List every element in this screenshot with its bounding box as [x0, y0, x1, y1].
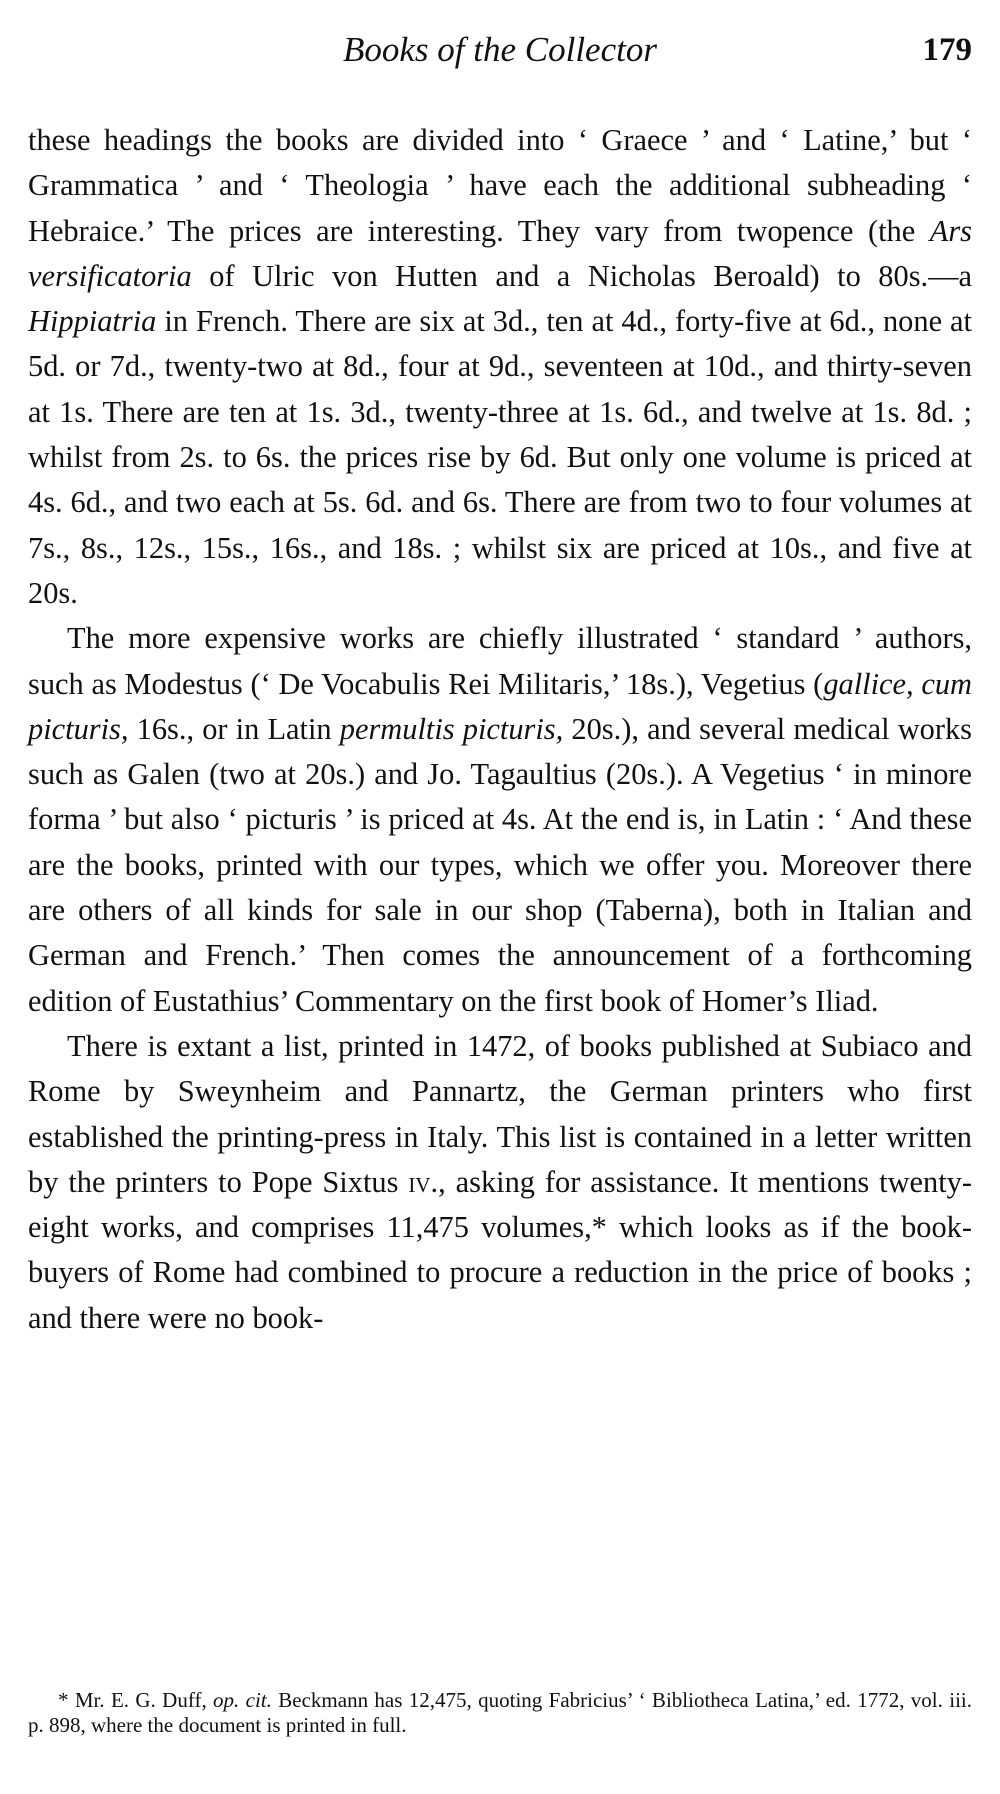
italic-phrase: permultis picturis,: [339, 711, 564, 746]
text-run: , asking for assistance. It mentions twenty-eight works, and comprises 11,475 volumes,* which looks as if the book-buyers of Rome had combined to procure a reduction in the price of books ; and there were no book-: [28, 1164, 972, 1335]
text-run: The more expensive works are chiefly illustrated ‘ standard ’ authors, such as Modestus (‘ De Vocabulis Rei Militaris,’ 18s.), Vegetius (: [28, 621, 972, 701]
small-caps-numeral: iv.: [408, 1164, 439, 1199]
page-header: [28, 28, 972, 88]
italic-citation: op. cit.: [213, 1688, 272, 1712]
footnote: [28, 1688, 972, 1738]
footnote-text: [28, 1688, 972, 1738]
italic-title: Hippiatria: [28, 304, 157, 339]
italic-title: Ars versificatoria: [28, 213, 972, 293]
text-run: in French. There are six at 3d., ten at 4d., forty-five at 6d., none at 5d. or 7d., twenty-two at 8d., four at 9d., seventeen at 10d., and thirty-seven at 1s. There are ten at 1s. 3d., twenty-three at 1s. 6d., and twelve at 1s. 8d. ; whilst from 2s. to 6s. the prices rise by 6d. But only one volume is priced at 4s. 6d., and two each at 5s. 6d. and 6s. There are from two to four volumes at 7s., 8s., 12s., 15s., 16s., and 18s. ; whilst six are priced at 10s., and five at 20s.: [28, 304, 972, 610]
text-run: 20s.), and several medical works such as Galen (two at 20s.) and Jo. Tagaultius (20s.). A Vegetius ‘ in minore forma ’ but also ‘ picturis ’ is priced at 4s. At the end is, in Latin : ‘ And these are the books, printed with our types, which we offer you. Moreover there are others of all kinds for sale in our shop (Taberna), both in Italian and German and French.’ Then comes the announcement of a forthcoming edition of Eustathius’ Commentary on the first book of Homer’s Iliad.: [28, 711, 972, 1018]
text-run: 16s., or in Latin: [128, 711, 340, 746]
running-head: Books of the Collector: [343, 30, 657, 69]
page-number: 179: [922, 32, 972, 68]
italic-phrase: gallice, cum picturis,: [28, 666, 972, 746]
text-run: * Mr. E. G. Duff,: [58, 1688, 214, 1712]
body-text: [28, 118, 972, 1341]
text-run: of Ulric von Hutten and a Nicholas Beroald) to 80s.—a: [191, 258, 972, 293]
paragraph-continued: [28, 118, 972, 616]
text-run: Beckmann has 12,475, quoting Fabricius’ ‘ Bibliotheca Latina,’ ed. 1772, vol. iii. p. 898, where the document is printed in full.: [28, 1688, 972, 1737]
paragraph: [28, 1024, 972, 1341]
text-run: these headings the books are divided into ‘ Graece ’ and ‘ Latine,’ but ‘ Grammatica ’ and ‘ Theologia ’ have each the additional subheading ‘ Hebraice.’ The prices are interesting. They vary from twopence (the: [28, 123, 972, 248]
text-run: There is extant a list, printed in 1472, of books published at Subiaco and Rome by Sweynheim and Pannartz, the German printers who first established the printing-press in Italy. This list is contained in a letter written by the printers to Pope Sixtus: [28, 1028, 972, 1199]
paragraph: [28, 616, 972, 1024]
